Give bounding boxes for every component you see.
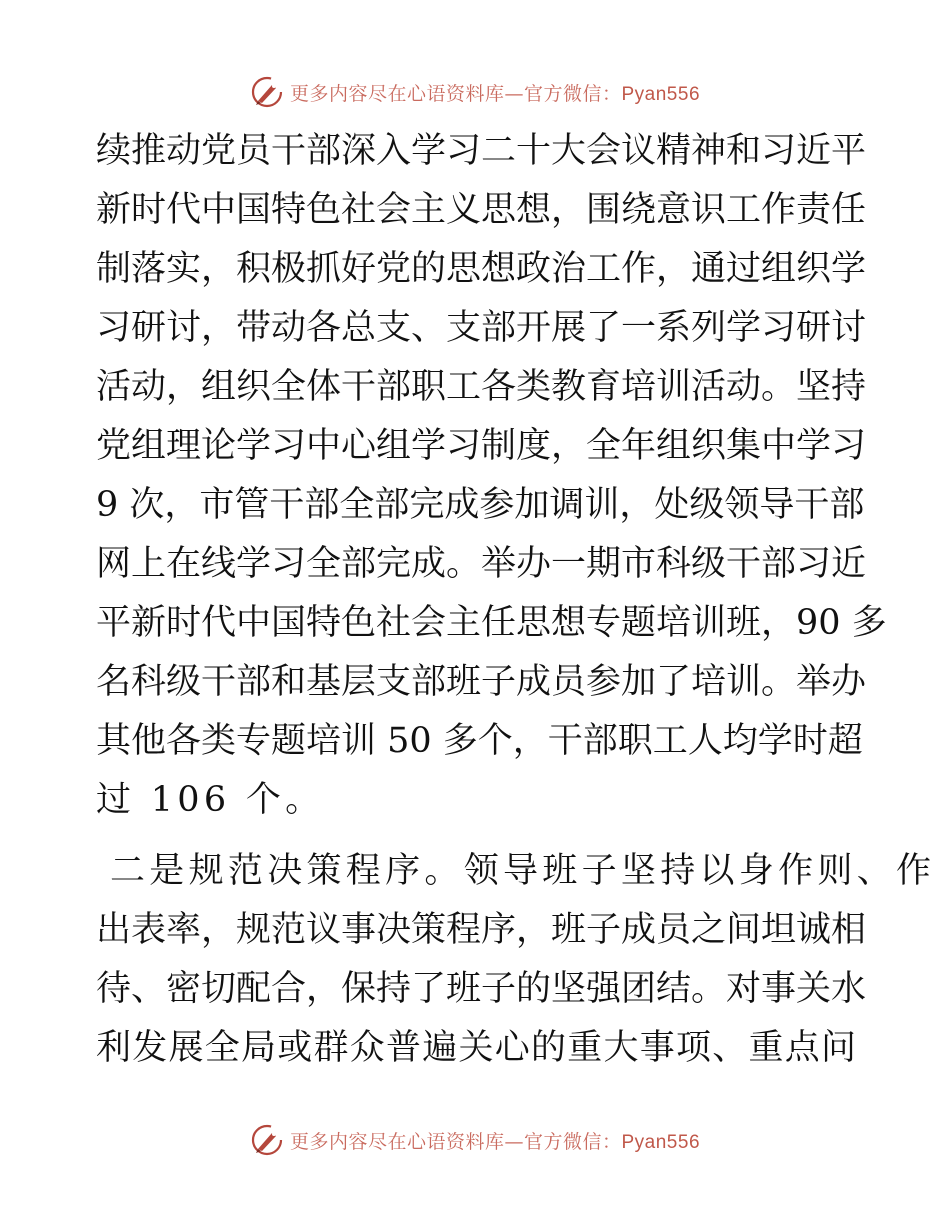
watermark-separator: —	[504, 1130, 524, 1153]
watermark-text: 更多内容尽在心语资料库	[289, 82, 505, 105]
text-line: 制落实，积极抓好党的思想政治工作，通过组织学	[96, 249, 867, 289]
paragraph-2	[96, 842, 936, 1078]
watermark-handle: Pyan556	[621, 83, 701, 105]
text-line: 过 106 个。	[96, 780, 325, 820]
text-line: 续推动党员干部深入学习二十大会议精神和习近平	[96, 131, 867, 171]
text-line: 新时代中国特色社会主义思想，围绕意识工作责任	[96, 190, 867, 230]
pen-logo-icon	[250, 75, 284, 109]
document-body	[96, 122, 936, 1078]
text-line: 利发展全局或群众普遍关心的重大事项、重点问	[96, 1028, 856, 1068]
text-line: 党组理论学习中心组学习制度，全年组织集中学习	[96, 426, 867, 466]
text-line: 平新时代中国特色社会主任思想专题培训班，90 多	[96, 603, 887, 643]
watermark-official-label: 官方微信：	[523, 82, 622, 105]
text-line: 9 次，市管干部全部完成参加调训，处级领导干部	[96, 485, 865, 525]
text-line: 其他各类专题培训 50 多个，干部职工人均学时超	[96, 721, 863, 761]
text-line: 二是规范决策程序。领导班子坚持以身作则、作	[110, 851, 936, 891]
pen-logo-icon	[250, 1123, 284, 1157]
watermark-handle: Pyan556	[621, 1131, 701, 1153]
watermark-official-label: 官方微信：	[523, 1130, 622, 1153]
text-line: 出表率，规范议事决策程序，班子成员之间坦诚相	[96, 910, 867, 950]
watermark-text: 更多内容尽在心语资料库	[289, 1130, 505, 1153]
footer-watermark	[0, 1120, 950, 1160]
text-line: 名科级干部和基层支部班子成员参加了培训。举办	[96, 662, 867, 702]
paragraph-1	[96, 122, 887, 830]
text-line: 习研讨，带动各总支、支部开展了一系列学习研讨	[96, 308, 867, 348]
text-line: 待、密切配合，保持了班子的坚强团结。对事关水	[96, 969, 867, 1009]
text-line: 活动，组织全体干部职工各类教育培训活动。坚持	[96, 367, 867, 407]
watermark-separator: —	[504, 82, 524, 105]
text-line: 网上在线学习全部完成。举办一期市科级干部习近	[96, 544, 867, 584]
header-watermark	[0, 72, 950, 112]
